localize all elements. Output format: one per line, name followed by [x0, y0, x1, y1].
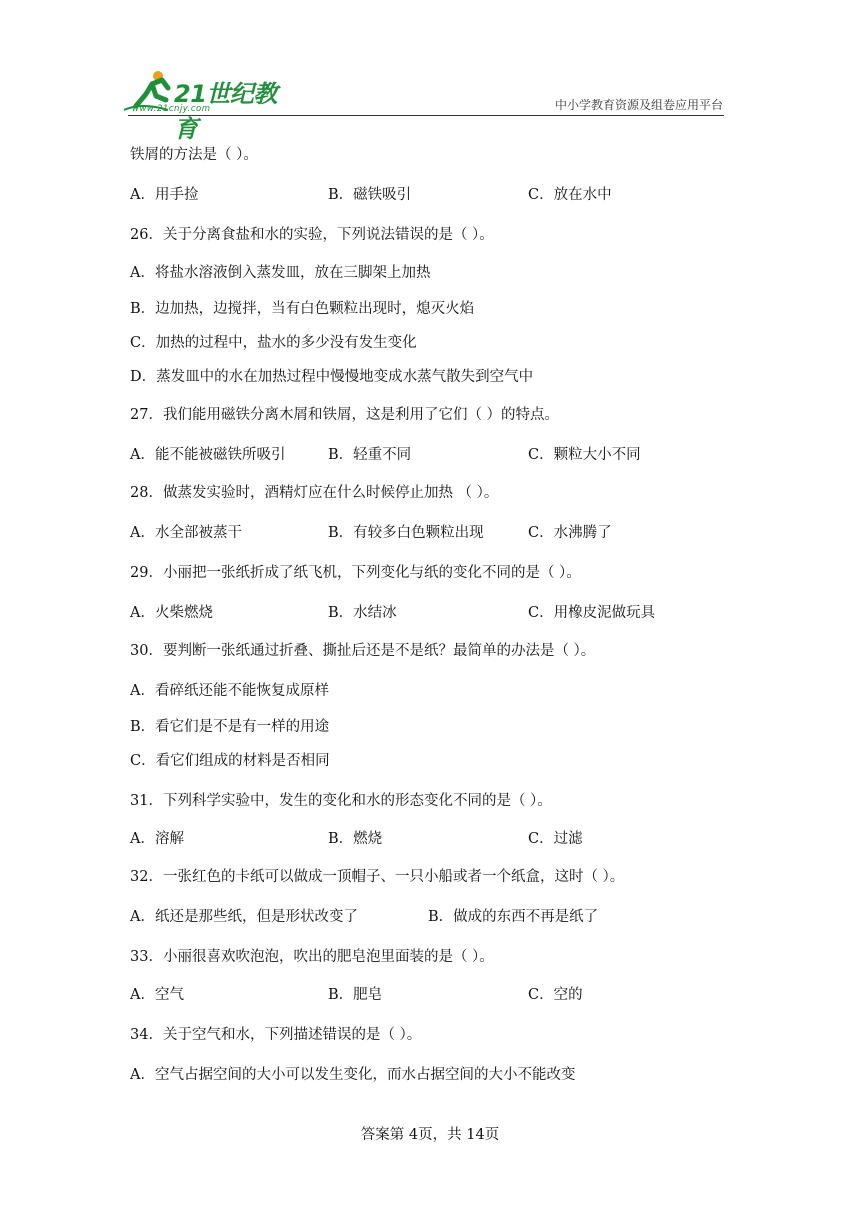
question-line: 28．做蒸发实验时，酒精灯应在什么时候停止加热 （ ）。	[130, 485, 499, 501]
question-line: C．加热的过程中，盐水的多少没有发生变化	[130, 335, 417, 351]
logo-url: www.21cnjy.com	[132, 104, 211, 114]
answer-option: B．做成的东西不再是纸了	[428, 909, 599, 925]
answer-option: A．用手捡	[130, 187, 199, 203]
question-line: A．看碎纸还能不能恢复成原样	[130, 683, 329, 699]
page-header	[0, 0, 860, 143]
answer-option: A．火柴燃烧	[130, 605, 213, 621]
answer-option: A．能不能被磁铁所吸引	[130, 447, 286, 463]
question-line: 30．要判断一张纸通过折叠、撕扯后还是不是纸？最简单的办法是（ ）。	[130, 643, 596, 659]
question-line: 铁屑的方法是（ ）。	[130, 147, 258, 163]
answer-option: C．用橡皮泥做玩具	[528, 605, 656, 621]
answer-option: B．轻重不同	[328, 447, 412, 463]
platform-name: 中小学教育资源及组卷应用平台	[554, 98, 723, 112]
answer-option: B．有较多白色颗粒出现	[328, 525, 484, 541]
question-line: A．空气占据空间的大小可以发生变化，而水占据空间的大小不能改变	[130, 1067, 576, 1083]
question-line: 33．小丽很喜欢吹泡泡，吹出的肥皂泡里面装的是（ ）。	[130, 949, 494, 965]
logo-text: 21世纪教育	[174, 80, 277, 143]
question-line: B．边加热，边搅拌，当有白色颗粒出现时，熄灭火焰	[130, 301, 475, 317]
page-footer: 答案第 4页，共 14页	[360, 1127, 500, 1143]
answer-option: C．放在水中	[528, 187, 612, 203]
question-line: 26．关于分离食盐和水的实验，下列说法错误的是（ ）。	[130, 227, 494, 243]
question-line: C．看它们组成的材料是否相同	[130, 753, 330, 769]
answer-option: B．水结冰	[328, 605, 397, 621]
answer-option: B．磁铁吸引	[328, 187, 412, 203]
answer-option: B．肥皂	[328, 987, 383, 1003]
answer-option: B．燃烧	[328, 831, 383, 847]
question-line: B．看它们是不是有一样的用途	[130, 719, 330, 735]
header-rule	[128, 115, 724, 116]
question-line: 31．下列科学实验中，发生的变化和水的形态变化不同的是（ ）。	[130, 793, 552, 809]
answer-option: A．水全部被蒸干	[130, 525, 242, 541]
answer-option: C．空的	[528, 987, 583, 1003]
answer-option: A．纸还是那些纸，但是形状改变了	[130, 909, 358, 925]
question-line: 27．我们能用磁铁分离木屑和铁屑，这是利用了它们（ ）的特点。	[130, 407, 560, 423]
question-line: 29．小丽把一张纸折成了纸飞机，下列变化与纸的变化不同的是（ ）。	[130, 565, 581, 581]
site-logo	[122, 66, 292, 143]
question-line: A．将盐水溶液倒入蒸发皿，放在三脚架上加热	[130, 265, 431, 281]
answer-option: A．空气	[130, 987, 184, 1003]
answer-option: C．水沸腾了	[528, 525, 612, 541]
answer-option: C．过滤	[528, 831, 583, 847]
question-line: D．蒸发皿中的水在加热过程中慢慢地变成水蒸气散失到空气中	[130, 369, 534, 385]
question-line: 32．一张红色的卡纸可以做成一顶帽子、一只小船或者一个纸盒，这时（ ）。	[130, 869, 625, 885]
question-line: 34．关于空气和水，下列描述错误的是（ ）。	[130, 1027, 422, 1043]
answer-option: C．颗粒大小不同	[528, 447, 641, 463]
answer-option: A．溶解	[130, 831, 184, 847]
